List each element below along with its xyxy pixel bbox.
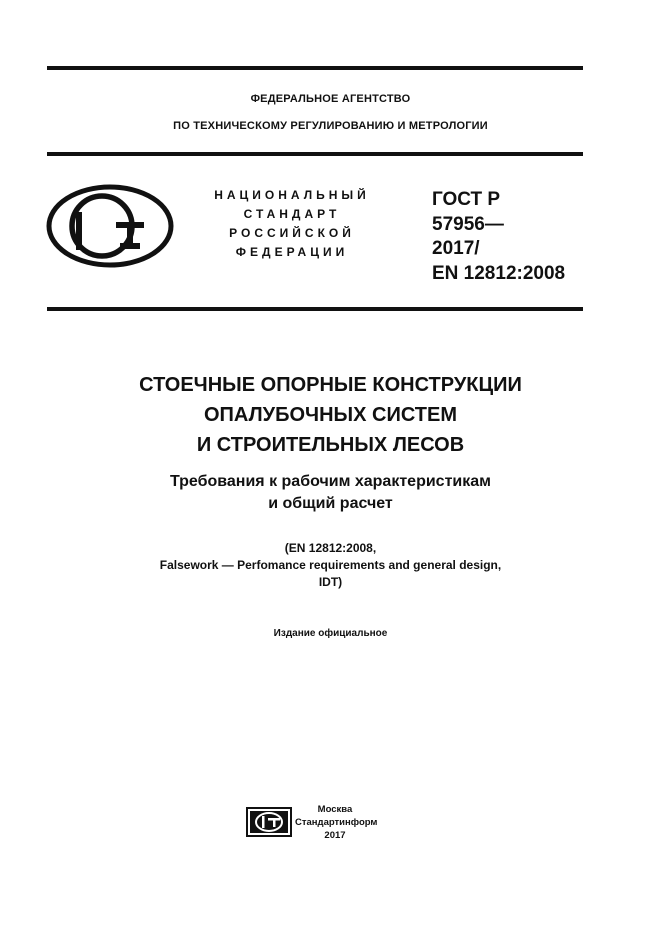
publisher-info — [295, 803, 378, 842]
national-line-3: РОССИЙСКОЙ — [229, 226, 355, 240]
publisher-name: Стандартинформ — [295, 817, 378, 828]
top-rule — [47, 66, 583, 70]
gost-line-1: ГОСТ Р — [432, 189, 501, 210]
document-title — [0, 370, 661, 460]
gost-line-3: 2017/ — [432, 238, 480, 259]
reference-line-1: (EN 12812:2008, — [284, 541, 377, 555]
national-standard-label — [192, 186, 392, 262]
title-line-2: ОПАЛУБОЧНЫХ СИСТЕМ — [204, 404, 457, 426]
title-line-1: СТОЕЧНЫЕ ОПОРНЫЕ КОНСТРУКЦИИ — [139, 374, 522, 396]
subtitle-line-1: Требования к рабочим характеристикам — [169, 473, 491, 490]
national-line-4: ФЕДЕРАЦИИ — [235, 245, 349, 259]
document-subtitle — [0, 471, 661, 515]
gost-certification-logo — [46, 184, 174, 268]
subtitle-line-2: и общий расчет — [268, 495, 393, 512]
reference-line-2: Falsework — Perfomance requirements and general design, — [159, 558, 502, 572]
edition-label: Издание официальное — [273, 628, 388, 639]
agency-line-1: ФЕДЕРАЛЬНОЕ АГЕНТСТВО — [250, 93, 411, 105]
en-reference — [0, 540, 661, 591]
agency-line-2: ПО ТЕХНИЧЕСКОМУ РЕГУЛИРОВАНИЮ И МЕТРОЛОГИИ — [173, 120, 488, 132]
gost-designation — [432, 188, 565, 286]
reference-line-3: IDT) — [318, 575, 343, 589]
gost-line-2: 57956— — [432, 213, 504, 235]
header-rule — [47, 152, 583, 156]
national-line-1: НАЦИОНАЛЬНЫЙ — [214, 188, 370, 202]
publisher-city: Москва — [317, 804, 353, 815]
gost-line-4: EN 12812:2008 — [432, 262, 566, 284]
publisher-year: 2017 — [324, 830, 346, 841]
national-line-2: СТАНДАРТ — [243, 207, 341, 221]
title-line-3: И СТРОИТЕЛЬНЫХ ЛЕСОВ — [196, 434, 465, 456]
publisher-logo — [246, 807, 292, 837]
block-rule — [47, 307, 583, 311]
